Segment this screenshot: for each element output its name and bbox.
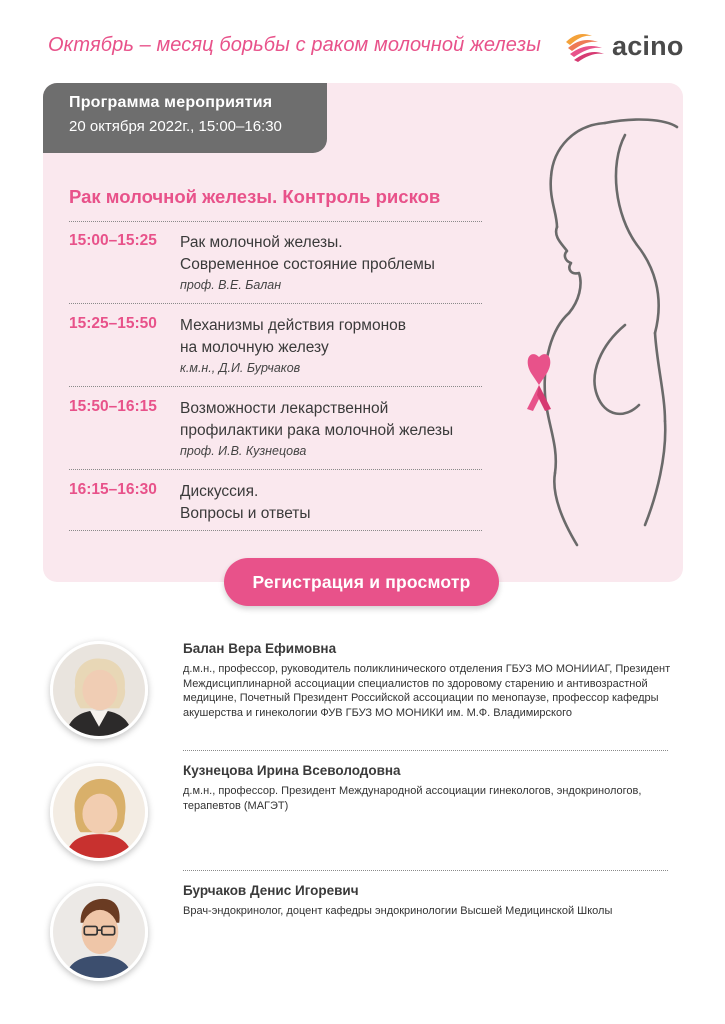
agenda-title: Рак молочной железы. Современное состояние проблемы: [180, 234, 435, 273]
speaker-name: Бурчаков Денис Игоревич: [183, 883, 359, 898]
event-tagline: Октябрь – месяц борьбы с раком молочной железы: [48, 34, 541, 56]
section-title: Рак молочной железы. Контроль рисков: [69, 186, 441, 207]
acino-logo-icon: [562, 28, 606, 64]
agenda-time: 15:25–15:50: [69, 315, 157, 332]
program-title: Программа мероприятия: [69, 94, 273, 111]
program-date: 20 октября 2022г., 15:00–16:30: [69, 118, 282, 135]
program-tab: [43, 83, 327, 153]
logo-text: acino: [612, 30, 684, 61]
speaker-name: Балан Вера Ефимовна: [183, 641, 337, 656]
agenda-time: 15:50–16:15: [69, 398, 157, 415]
agenda-title: Дискуссия. Вопросы и ответы: [180, 483, 311, 522]
woman-silhouette-illustration: [505, 105, 685, 555]
agenda-speaker: проф. В.Е. Балан: [180, 278, 282, 292]
agenda-divider: [69, 303, 482, 304]
agenda-divider: [69, 221, 482, 222]
avatar: [50, 641, 148, 739]
speaker-card: [50, 763, 670, 863]
agenda-time: 15:00–15:25: [69, 232, 157, 249]
agenda-speaker: проф. И.В. Кузнецова: [180, 444, 307, 458]
agenda-divider: [69, 386, 482, 387]
speaker-divider: [183, 870, 668, 871]
avatar: [50, 763, 148, 861]
agenda-speaker: к.м.н., Д.И. Бурчаков: [180, 361, 301, 375]
pink-ribbon-icon: [527, 354, 551, 411]
speaker-bio: д.м.н., профессор, руководитель поликлинического отделения ГБУЗ МО МОНИИАГ, Президент Междисциплинарной ассоциации специалистов по здоровому старению и антивозрастной медицине, Почетный Президент Российской ассоциации по менопаузе, профессор кафедры акушерства и гинекологии ФУВ ГБУЗ МО МОНИКИ им. М.Ф. Владимирского: [183, 663, 671, 719]
registration-button[interactable]: Регистрация и просмотр: [224, 558, 499, 606]
speaker-card: [50, 883, 670, 983]
speaker-divider: [183, 750, 668, 751]
agenda-divider: [69, 530, 482, 531]
speaker-name: Кузнецова Ирина Всеволодовна: [183, 763, 401, 778]
agenda-divider: [69, 469, 482, 470]
acino-logo: [562, 26, 684, 66]
speaker-bio: Врач-эндокринолог, доцент кафедры эндокринологии Высшей Медицинской Школы: [183, 905, 613, 917]
agenda-title: Механизмы действия гормонов на молочную железу: [180, 317, 406, 356]
speaker-bio: д.м.н., профессор. Президент Международной ассоциации гинекологов, эндокринологов, терапевтов (МАГЭТ): [183, 785, 642, 812]
speaker-card: [50, 641, 670, 741]
agenda-time: 16:15–16:30: [69, 481, 157, 498]
agenda-title: Возможности лекарственной профилактики рака молочной железы: [180, 400, 454, 439]
avatar: [50, 883, 148, 981]
